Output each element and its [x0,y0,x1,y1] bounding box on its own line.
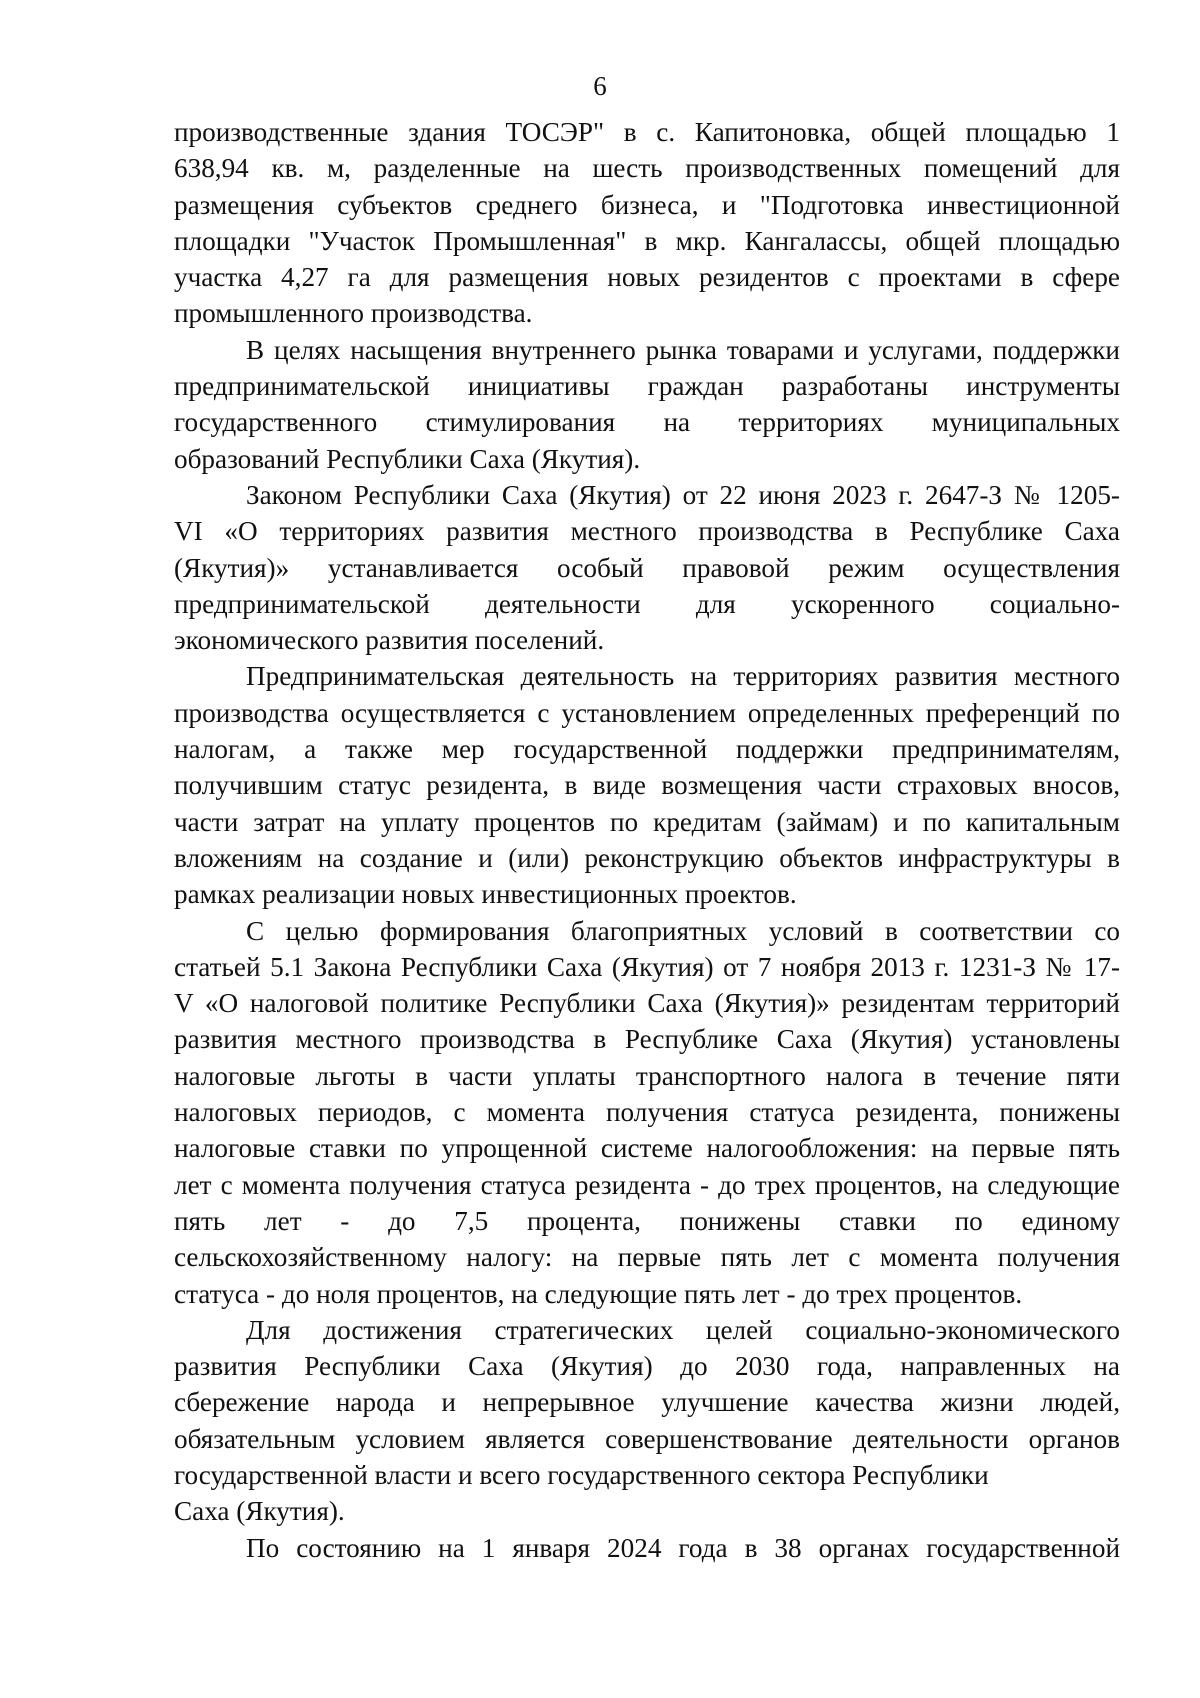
text-line: Саха (Якутия). [174,1496,345,1527]
text-line: обязательным условием является совершенствование деятельности органов [174,1423,1120,1454]
text-line: Законом Республики Саха (Якутия) от 22 июня 2023 г. 2647-З № 1205- [246,479,1120,510]
text-line: образований Республики Саха (Якутия). [174,443,641,474]
text-line: производства осуществляется с установлением определенных преференций по [174,697,1120,728]
text-line: По состоянию на 1 января 2024 года в 38 органах государственной [246,1532,1120,1563]
text-line: площадки "Участок Промышленная" в мкр. Кангалассы, общей площадью [174,225,1120,256]
text-line: экономического развития поселений. [174,625,605,656]
text-line: развития Республики Саха (Якутия) до 2030 года, направленных на [174,1351,1120,1382]
page-number: 6 [593,71,607,101]
text-line: участка 4,27 га для размещения новых резидентов с проектами в сфере [174,262,1120,293]
text-line: сбережение народа и непрерывное улучшение качества жизни людей, [174,1387,1120,1418]
text-line: статьей 5.1 Закона Республики Саха (Якутия) от 7 ноября 2013 г. 1231-З № 17- [174,951,1120,982]
text-line: Для достижения стратегических целей социально-экономического [246,1314,1120,1345]
text-line: производственные здания ТОСЭР" в с. Капитоновка, общей площадью 1 [174,117,1120,147]
text-line: налоговые льготы в части уплаты транспортного налога в течение пяти [174,1060,1120,1091]
text-line: В целях насыщения внутреннего рынка товарами и услугами, поддержки [246,334,1120,365]
text-line: (Якутия)» устанавливается особый правовой режим осуществления [174,552,1120,583]
text-line: промышленного производства. [174,298,533,329]
text-line: предпринимательской инициативы граждан разработаны инструменты [174,371,1120,402]
text-line: предпринимательской деятельности для ускоренного социально- [174,588,1120,619]
text-line: рамках реализации новых инвестиционных проектов. [174,879,797,910]
text-line: V «О налоговой политике Республики Саха (Якутия)» резидентам территорий [174,988,1120,1019]
text-line: размещения субъектов среднего бизнеса, и "Подготовка инвестиционной [174,189,1120,220]
text-line: VI «О территориях развития местного производства в Республике Саха [174,516,1120,547]
text-line: налоговых периодов, с момента получения статуса резидента, понижены [174,1097,1120,1128]
text-line: развития местного производства в Республике Саха (Якутия) установлены [174,1024,1120,1055]
document-body [174,114,1120,1566]
text-line: 638,94 кв. м, разделенные на шесть производственных помещений для [174,153,1120,184]
text-line: получившим статус резидента, в виде возмещения части страховых вносов, [174,770,1120,801]
text-line: пять лет - до 7,5 процента, понижены ставки по единому [174,1205,1120,1236]
text-line: Предпринимательская деятельность на территориях развития местного [246,661,1120,692]
text-line: вложениям на создание и (или) реконструкцию объектов инфраструктуры в [174,842,1120,873]
text-line: государственной власти и всего государственного сектора Республики [174,1459,989,1490]
text-line: С целью формирования благоприятных условий в соответствии со [246,915,1120,946]
text-line: налогам, а также мер государственной поддержки предпринимателям, [174,734,1120,765]
text-line: части затрат на уплату процентов по кредитам (займам) и по капитальным [174,806,1120,837]
text-line: статуса - до ноля процентов, на следующие пять лет - до трех процентов. [174,1278,1023,1309]
text-line: налоговые ставки по упрощенной системе налогообложения: на первые пять [174,1133,1120,1164]
text-line: лет с момента получения статуса резидента - до трех процентов, на следующие [174,1169,1120,1200]
text-line: государственного стимулирования на территориях муниципальных [174,407,1120,438]
text-line: сельскохозяйственному налогу: на первые пять лет с момента получения [174,1242,1120,1273]
